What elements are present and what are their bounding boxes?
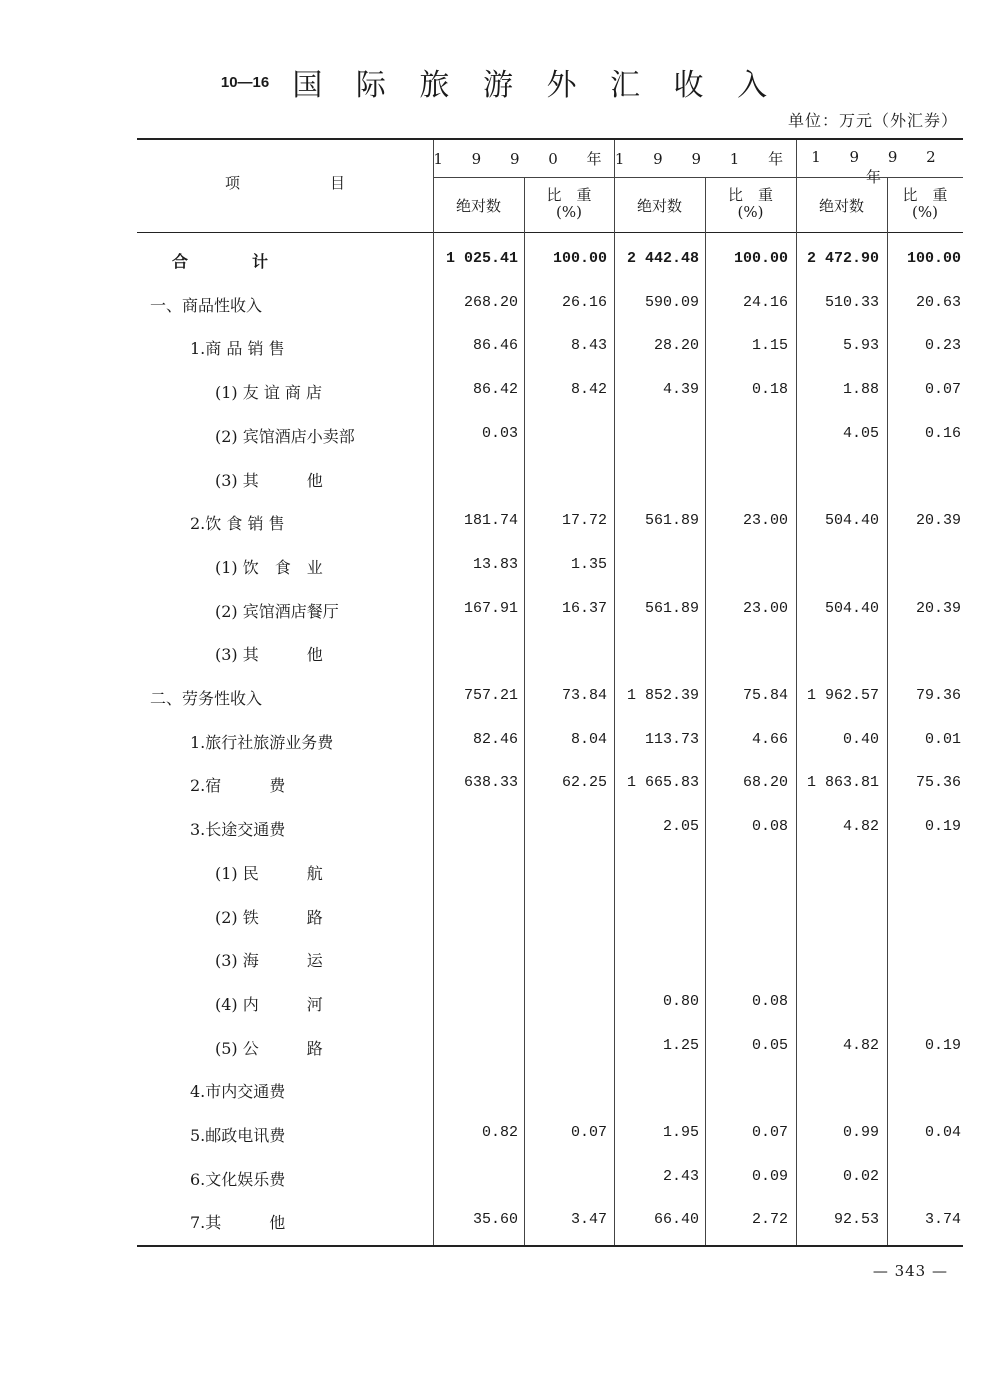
- row-value: 561.89: [644, 599, 699, 617]
- share-label: 比 重: [902, 186, 948, 204]
- row-label: (1) 饮 食 业: [215, 557, 323, 577]
- row-value: 504.40: [824, 512, 879, 530]
- row-value: 86.42: [472, 381, 518, 399]
- year-1992-header: 1 9 9 2 年: [811, 148, 948, 186]
- row-value: 0.07: [751, 1124, 788, 1141]
- row-value: 73.84: [561, 687, 607, 704]
- row-value: 20.39: [915, 599, 961, 617]
- row-value: 0.18: [751, 381, 788, 399]
- table-row: [0, 507, 1000, 537]
- row-value: 1 025.41: [445, 250, 518, 267]
- row-value: 35.60: [472, 1211, 518, 1229]
- row-value: 62.25: [561, 774, 607, 792]
- table-row: [0, 1032, 1000, 1062]
- row-value: 79.36: [915, 687, 961, 704]
- row-label: 一、商品性收入: [150, 295, 263, 315]
- row-value: 0.04: [924, 1124, 961, 1141]
- row-value: 0.01: [924, 730, 961, 748]
- table-title-text: 国 际 旅 游 外 汇 收 入: [292, 68, 780, 103]
- row-label: 5.邮政电讯费: [190, 1126, 286, 1145]
- row-value: 86.46: [472, 337, 518, 355]
- row-value: 0.19: [924, 1036, 961, 1054]
- row-value: 0.08: [751, 818, 788, 836]
- table-row: [0, 595, 1000, 625]
- table-row: [0, 682, 1000, 712]
- table-row: [0, 1163, 1000, 1193]
- row-label: 7.其 他: [190, 1213, 286, 1233]
- row-value: 75.36: [915, 774, 961, 792]
- row-value: 0.40: [842, 730, 879, 748]
- bottom-rule: [137, 1245, 963, 1247]
- row-label: 3.长途交通费: [190, 820, 286, 840]
- row-value: 504.40: [824, 599, 879, 617]
- row-value: 2.05: [662, 818, 699, 836]
- table-title: [0, 60, 1000, 104]
- row-value: 113.73: [644, 730, 699, 748]
- table-row: [0, 464, 1000, 494]
- table-row: [0, 551, 1000, 581]
- row-label: 2.饮 食 销 售: [190, 514, 285, 534]
- row-value: 24.16: [742, 293, 788, 311]
- row-value: 638.33: [463, 774, 518, 792]
- row-value: 0.99: [842, 1124, 879, 1141]
- row-value: 2 472.90: [806, 250, 879, 267]
- row-value: 4.82: [842, 818, 879, 836]
- row-label: 1.商 品 销 售: [190, 339, 285, 359]
- row-value: 1 962.57: [806, 687, 879, 704]
- year-1991-header: 1 9 9 1 年: [614, 150, 796, 168]
- row-value: 23.00: [742, 599, 788, 617]
- row-value: 17.72: [561, 512, 607, 530]
- table-row: [0, 245, 1000, 275]
- row-value: 28.20: [653, 337, 699, 355]
- row-value: 4.82: [842, 1036, 879, 1054]
- absolute-header-1992: 绝对数: [818, 197, 864, 215]
- item-header: 项 目: [224, 174, 345, 192]
- row-label: (2) 宾馆酒店餐厅: [215, 601, 339, 621]
- row-label: (2) 宾馆酒店小卖部: [215, 426, 355, 446]
- row-value: 5.93: [842, 337, 879, 355]
- table-row: [0, 289, 1000, 319]
- table-row: [0, 1075, 1000, 1105]
- row-value: 20.39: [915, 512, 961, 530]
- row-value: 0.23: [924, 337, 961, 355]
- row-value: 68.20: [742, 774, 788, 792]
- absolute-header-1990: 绝对数: [455, 197, 501, 215]
- row-label: 4.市内交通费: [190, 1082, 286, 1102]
- row-value: 26.16: [561, 293, 607, 311]
- row-label: (3) 海 运: [215, 951, 323, 971]
- row-value: 0.03: [481, 424, 518, 442]
- row-value: 2 442.48: [626, 250, 699, 267]
- row-value: 4.39: [662, 381, 699, 399]
- row-value: 100.00: [733, 250, 788, 267]
- row-label: (3) 其 他: [215, 645, 323, 665]
- row-value: 0.19: [924, 818, 961, 836]
- row-value: 13.83: [472, 555, 518, 573]
- table-row: [0, 769, 1000, 799]
- row-value: 1.95: [662, 1124, 699, 1141]
- table-row: [0, 376, 1000, 406]
- row-value: 8.42: [570, 381, 607, 399]
- row-value: 0.05: [751, 1036, 788, 1054]
- row-value: 1 863.81: [806, 774, 879, 792]
- row-value: 0.82: [481, 1124, 518, 1141]
- row-value: 0.07: [570, 1124, 607, 1141]
- share-pct-label: (%): [912, 203, 938, 221]
- share-pct-label: (%): [737, 203, 764, 221]
- row-value: 1.35: [570, 555, 607, 573]
- row-label: (4) 内 河: [215, 994, 323, 1014]
- row-value: 8.43: [570, 337, 607, 355]
- table-row: [0, 420, 1000, 450]
- row-value: 100.00: [552, 250, 607, 267]
- row-value: 2.43: [662, 1167, 699, 1185]
- row-value: 3.74: [924, 1211, 961, 1229]
- row-value: 1.25: [662, 1036, 699, 1054]
- row-value: 0.80: [662, 992, 699, 1010]
- row-value: 757.21: [463, 687, 518, 704]
- row-value: 181.74: [463, 512, 518, 530]
- row-label: 6.文化娱乐费: [190, 1169, 286, 1189]
- share-pct-label: (%): [556, 203, 582, 221]
- row-value: 0.07: [924, 381, 961, 399]
- absolute-header-1991: 绝对数: [636, 197, 682, 215]
- row-value: 82.46: [472, 730, 518, 748]
- row-value: 23.00: [742, 512, 788, 530]
- row-value: 268.20: [463, 293, 518, 311]
- table-row: [0, 813, 1000, 843]
- row-label: 1.旅行社旅游业务费: [190, 732, 334, 752]
- table-row: [0, 988, 1000, 1018]
- row-value: 92.53: [833, 1211, 879, 1229]
- row-value: 16.37: [561, 599, 607, 617]
- row-value: 1 852.39: [626, 687, 699, 704]
- share-header-1991: [705, 187, 796, 221]
- row-value: 0.02: [842, 1167, 879, 1185]
- row-value: 2.72: [751, 1211, 788, 1229]
- table-row: [0, 901, 1000, 931]
- share-label: 比 重: [727, 186, 773, 204]
- row-value: 510.33: [824, 293, 879, 311]
- table-row: [0, 332, 1000, 362]
- table-number: 10—16: [220, 73, 270, 91]
- row-value: 3.47: [570, 1211, 607, 1229]
- row-value: 66.40: [653, 1211, 699, 1229]
- row-value: 590.09: [644, 293, 699, 311]
- share-label: 比 重: [546, 186, 592, 204]
- row-value: 20.63: [915, 293, 961, 311]
- page-number: — 343 —: [872, 1262, 948, 1280]
- table-row: [0, 944, 1000, 974]
- row-value: 1.15: [751, 337, 788, 355]
- row-label: (1) 友 谊 商 店: [215, 383, 323, 403]
- row-value: 0.16: [924, 424, 961, 442]
- row-value: 75.84: [742, 687, 788, 704]
- row-label: (1) 民 航: [215, 863, 323, 883]
- row-value: 1 665.83: [626, 774, 699, 792]
- row-value: 8.04: [570, 730, 607, 748]
- share-header-1990: [524, 187, 614, 221]
- top-rule: [137, 138, 963, 140]
- row-value: 561.89: [644, 512, 699, 530]
- table-row: [0, 1119, 1000, 1149]
- year-1990-header: 1 9 9 0 年: [433, 150, 614, 168]
- header-rule: [137, 232, 963, 233]
- row-label: 合 计: [172, 252, 269, 271]
- unit-label: 单位：万元（外汇券）: [787, 111, 958, 130]
- row-value: 167.91: [463, 599, 518, 617]
- share-header-1992: [887, 187, 963, 221]
- row-label: (3) 其 他: [215, 470, 323, 490]
- row-label: 2.宿 费: [190, 776, 286, 796]
- row-label: (5) 公 路: [215, 1038, 323, 1058]
- row-label: (2) 铁 路: [215, 907, 323, 927]
- row-value: 4.66: [751, 730, 788, 748]
- table-row: [0, 1206, 1000, 1236]
- row-value: 100.00: [906, 250, 961, 267]
- table-row: [0, 726, 1000, 756]
- row-label: 二、劳务性收入: [150, 689, 263, 708]
- row-value: 0.08: [751, 992, 788, 1010]
- row-value: 4.05: [842, 424, 879, 442]
- row-value: 1.88: [842, 381, 879, 399]
- table-row: [0, 857, 1000, 887]
- row-value: 0.09: [751, 1167, 788, 1185]
- table-row: [0, 638, 1000, 668]
